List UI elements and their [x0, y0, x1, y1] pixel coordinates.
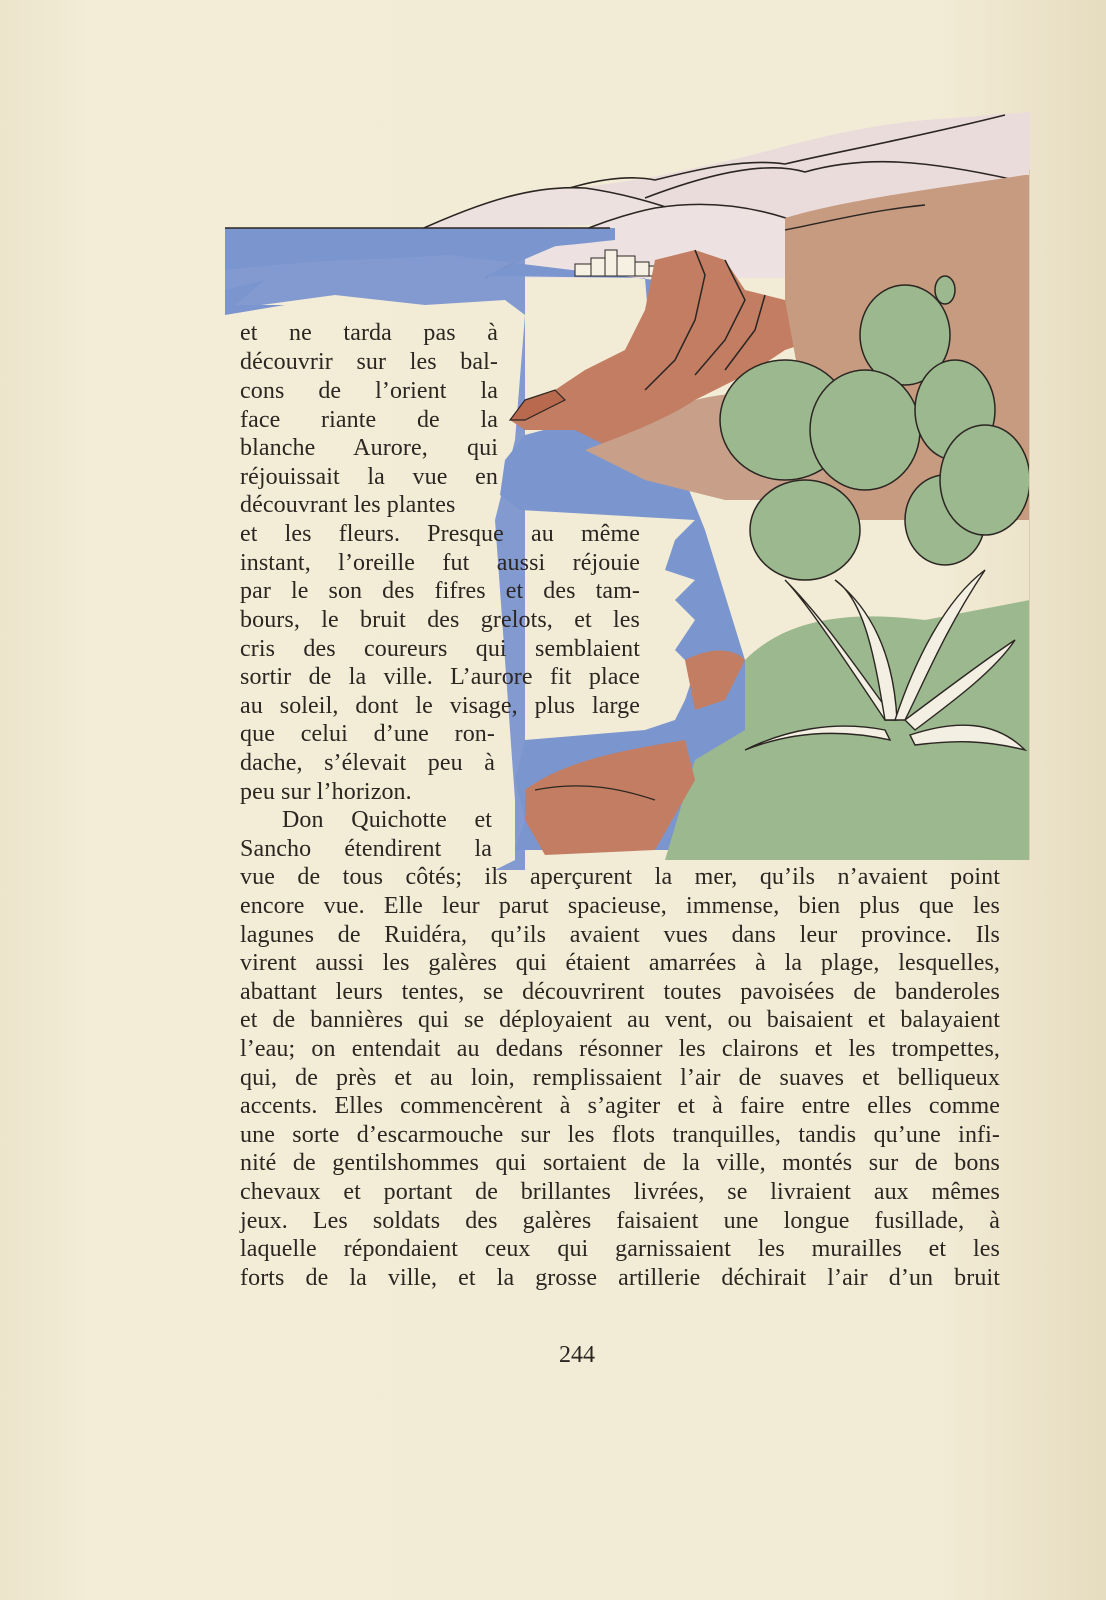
text-line: Sancho étendirent la	[240, 836, 492, 862]
text-line: laquelle répondaient ceux qui garnissaient les murailles et les	[240, 1236, 1000, 1262]
text-line: instant, l’oreille fut aussi réjouie	[240, 550, 640, 576]
text-line: encore vue. Elle leur parut spacieuse, immense, bien plus que les	[240, 893, 1000, 919]
text-line: l’eau; on entendait au dedans résonner les clairons et les trompettes,	[240, 1036, 1000, 1062]
text-line: une sorte d’escarmouche sur les flots tranquilles, tandis qu’une infi-	[240, 1122, 1000, 1148]
text-line: sortir de la ville. L’aurore fit place	[240, 664, 640, 690]
text-line: lagunes de Ruidéra, qu’ils avaient vues dans leur province. Ils	[240, 922, 1000, 948]
text-line: nité de gentilshommes qui sortaient de la ville, montés sur de bons	[240, 1150, 1000, 1176]
text-line: et de bannières qui se déployaient au vent, ou baisaient et balayaient	[240, 1007, 1000, 1033]
text-line: forts de la ville, et la grosse artillerie déchirait l’air d’un bruit	[240, 1265, 1000, 1291]
text-line: jeux. Les soldats des galères faisaient une longue fusillade, à	[240, 1208, 1000, 1234]
text-line: découvrir sur les bal-	[240, 349, 498, 375]
text-line: Don Quichotte et	[282, 807, 492, 833]
text-line: cris des coureurs qui semblaient	[240, 636, 640, 662]
text-line: et ne tarda pas à	[240, 320, 498, 346]
text-line: chevaux et portant de brillantes livrées, se livraient aux mêmes	[240, 1179, 1000, 1205]
text-line: blanche Aurore, qui	[240, 435, 498, 461]
text-line: découvrant les plantes	[240, 492, 456, 518]
text-line: peu sur l’horizon.	[240, 779, 412, 805]
text-line: accents. Elles commencèrent à s’agiter et à faire entre elles comme	[240, 1093, 1000, 1119]
page-number: 244	[559, 1342, 595, 1368]
text-line: cons de l’orient la	[240, 378, 498, 404]
text-line: et les fleurs. Presque au même	[240, 521, 640, 547]
text-line: réjouissait la vue en	[240, 464, 498, 490]
text-line: que celui d’une ron-	[240, 721, 495, 747]
text-line: dache, s’élevait peu à	[240, 750, 495, 776]
text-line: au soleil, dont le visage, plus large	[240, 693, 640, 719]
text-line: virent aussi les galères qui étaient amarrées à la plage, lesquelles,	[240, 950, 1000, 976]
text-line: face riante de la	[240, 407, 498, 433]
text-line: vue de tous côtés; ils aperçurent la mer, qu’ils n’avaient point	[240, 864, 1000, 890]
text-line: par le son des fifres et des tam-	[240, 578, 640, 604]
text-line: qui, de près et au loin, remplissaient l’air de suaves et belliqueux	[240, 1065, 1000, 1091]
text-line: abattant leurs tentes, se découvrirent toutes pavoisées de banderoles	[240, 979, 1000, 1005]
text-line: bours, le bruit des grelots, et les	[240, 607, 640, 633]
